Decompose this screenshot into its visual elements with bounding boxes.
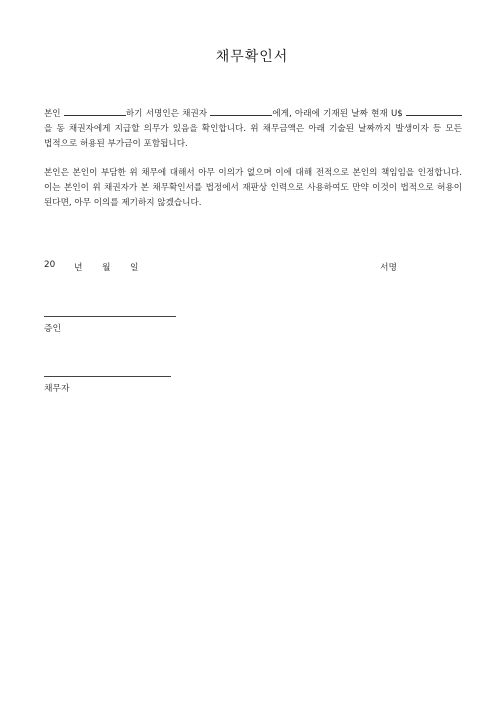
debtor-label: 채무자 — [44, 384, 70, 394]
statement-text-3: 에게, 아래에 기재된 날짜 현재 U$ — [272, 109, 406, 119]
date-day-label: 일 — [130, 263, 139, 273]
debtor-signature-line — [44, 376, 171, 377]
debtor-name-blank — [64, 106, 126, 116]
amount-blank — [406, 106, 462, 116]
acknowledgement-paragraph: 본인은 본인이 부담한 위 채무에 대해서 아무 이의가 없으며 이에 대해 전적으로 본인의 책임임을 인정합니다. 이는 본인이 위 채권자가 본 채무확인서를 법정에서 재판상 인력으로 사용하여도 만약 이것이 법적으로 허용이 된다면, 아무 이의를 제기하지 않겠습니다. — [44, 168, 462, 208]
statement-text-4: 을 동 채권자에게 지급할 의무가 있음을 확인합니다. 위 채무금액은 아래 기술된 날짜까지 발생이자 등 모든 법적으로 허용된 부가금이 포함됩니다. — [44, 124, 462, 149]
witness-signature-line — [44, 316, 176, 317]
date-signature-row — [44, 260, 464, 274]
date-year-prefix: 20 — [44, 260, 56, 270]
statement-text-2: 하기 서명인은 채권자 — [125, 109, 211, 119]
date-year-label: 년 — [74, 263, 83, 273]
document-title: 채무확인서 — [215, 49, 289, 65]
statement-text-1: 본인 — [44, 109, 64, 119]
date-month-label: 월 — [102, 263, 111, 273]
witness-label: 증인 — [44, 324, 61, 334]
signature-label: 서명 — [380, 263, 397, 273]
statement-paragraph — [44, 106, 462, 152]
creditor-name-blank — [210, 106, 272, 116]
